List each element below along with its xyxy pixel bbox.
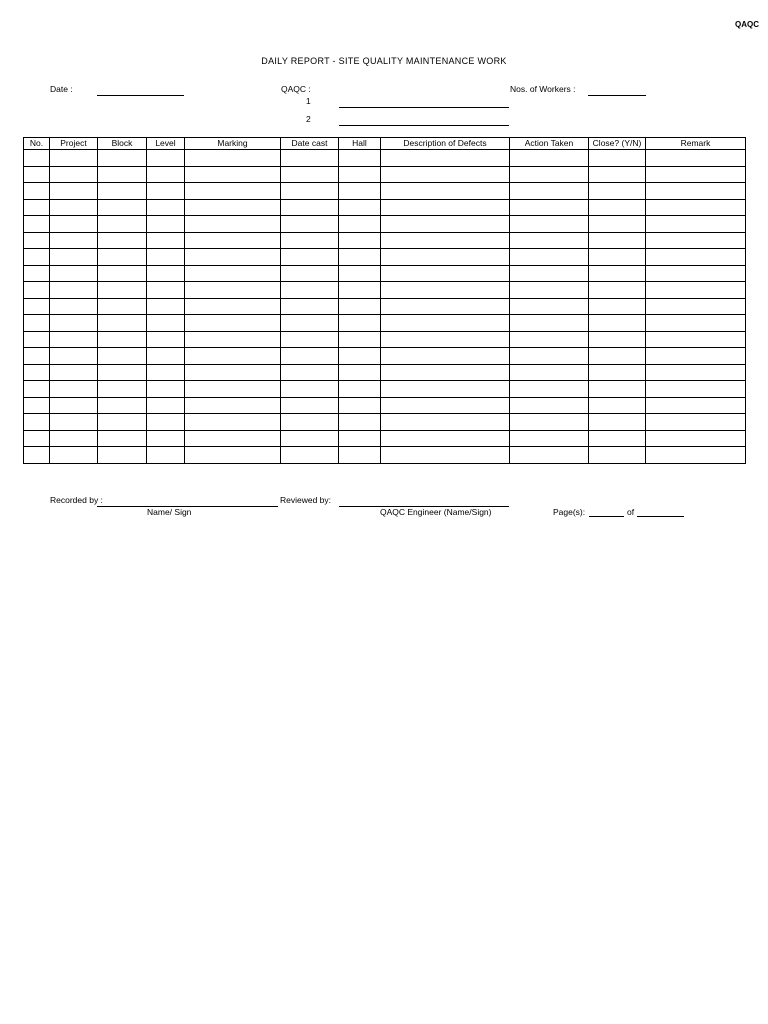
table-cell[interactable] — [24, 150, 50, 167]
table-cell[interactable] — [185, 249, 281, 266]
table-cell[interactable] — [339, 364, 381, 381]
table-cell[interactable] — [185, 430, 281, 447]
table-cell[interactable] — [281, 414, 339, 431]
table-cell[interactable] — [50, 150, 98, 167]
table-cell[interactable] — [339, 166, 381, 183]
table-cell[interactable] — [589, 447, 646, 464]
table-cell[interactable] — [147, 150, 185, 167]
table-cell[interactable] — [381, 183, 510, 200]
table-cell[interactable] — [185, 397, 281, 414]
table-cell[interactable] — [339, 150, 381, 167]
table-cell[interactable] — [50, 199, 98, 216]
table-cell[interactable] — [281, 265, 339, 282]
table-cell[interactable] — [185, 232, 281, 249]
table-cell[interactable] — [381, 232, 510, 249]
table-cell[interactable] — [339, 315, 381, 332]
table-cell[interactable] — [510, 315, 589, 332]
table-cell[interactable] — [510, 249, 589, 266]
table-row — [24, 381, 746, 398]
table-cell[interactable] — [50, 381, 98, 398]
table-cell[interactable] — [185, 447, 281, 464]
table-cell[interactable] — [281, 381, 339, 398]
table-cell[interactable] — [98, 232, 147, 249]
recorded-by-label: Recorded by : — [50, 495, 103, 505]
table-cell[interactable] — [339, 430, 381, 447]
table-row — [24, 298, 746, 315]
table-cell[interactable] — [98, 199, 147, 216]
table-cell[interactable] — [589, 282, 646, 299]
table-cell[interactable] — [381, 331, 510, 348]
date-field[interactable] — [97, 95, 184, 96]
table-row — [24, 216, 746, 233]
table-cell[interactable] — [98, 282, 147, 299]
table-cell[interactable] — [50, 166, 98, 183]
qaqc-field-2[interactable] — [339, 125, 509, 126]
table-cell[interactable] — [24, 298, 50, 315]
table-cell[interactable] — [510, 331, 589, 348]
table-cell[interactable] — [646, 397, 746, 414]
table-cell[interactable] — [339, 232, 381, 249]
table-row — [24, 364, 746, 381]
table-cell[interactable] — [281, 249, 339, 266]
table-cell[interactable] — [185, 315, 281, 332]
table-cell[interactable] — [589, 150, 646, 167]
table-cell[interactable] — [50, 183, 98, 200]
table-cell[interactable] — [50, 265, 98, 282]
column-header: Action Taken — [510, 138, 589, 150]
column-header: Level — [147, 138, 185, 150]
table-cell[interactable] — [185, 414, 281, 431]
table-cell[interactable] — [510, 397, 589, 414]
defects-table — [23, 137, 746, 464]
table-cell[interactable] — [281, 315, 339, 332]
table-cell[interactable] — [589, 381, 646, 398]
table-cell[interactable] — [381, 166, 510, 183]
table-cell[interactable] — [589, 216, 646, 233]
table-cell[interactable] — [589, 249, 646, 266]
table-cell[interactable] — [147, 331, 185, 348]
table-cell[interactable] — [646, 414, 746, 431]
table-cell[interactable] — [589, 166, 646, 183]
reviewed-by-label: Reviewed by: — [280, 495, 332, 505]
table-row — [24, 150, 746, 167]
table-cell[interactable] — [185, 298, 281, 315]
table-cell[interactable] — [147, 216, 185, 233]
table-cell[interactable] — [646, 331, 746, 348]
table-cell[interactable] — [589, 265, 646, 282]
table-cell[interactable] — [510, 199, 589, 216]
table-cell[interactable] — [339, 298, 381, 315]
table-cell[interactable] — [98, 348, 147, 365]
table-cell[interactable] — [185, 381, 281, 398]
table-cell[interactable] — [646, 381, 746, 398]
table-row — [24, 232, 746, 249]
table-cell[interactable] — [281, 298, 339, 315]
table-cell[interactable] — [339, 348, 381, 365]
table-cell[interactable] — [339, 414, 381, 431]
table-cell[interactable] — [98, 331, 147, 348]
reviewed-by-caption: QAQC Engineer (Name/Sign) — [380, 507, 492, 517]
table-cell[interactable] — [381, 199, 510, 216]
table-cell[interactable] — [185, 364, 281, 381]
table-cell[interactable] — [147, 430, 185, 447]
table-cell[interactable] — [339, 249, 381, 266]
table-cell[interactable] — [510, 282, 589, 299]
table-cell[interactable] — [281, 216, 339, 233]
table-cell[interactable] — [281, 331, 339, 348]
table-cell[interactable] — [646, 265, 746, 282]
table-cell[interactable] — [147, 381, 185, 398]
table-cell[interactable] — [24, 348, 50, 365]
table-cell[interactable] — [147, 265, 185, 282]
table-cell[interactable] — [646, 315, 746, 332]
table-cell[interactable] — [510, 348, 589, 365]
table-cell[interactable] — [381, 364, 510, 381]
table-cell[interactable] — [24, 414, 50, 431]
table-cell[interactable] — [510, 166, 589, 183]
table-header-row — [24, 138, 746, 150]
table-cell[interactable] — [589, 414, 646, 431]
table-cell[interactable] — [381, 282, 510, 299]
table-cell[interactable] — [50, 216, 98, 233]
table-cell[interactable] — [339, 397, 381, 414]
table-cell[interactable] — [185, 183, 281, 200]
table-cell[interactable] — [381, 397, 510, 414]
table-cell[interactable] — [147, 447, 185, 464]
table-cell[interactable] — [185, 216, 281, 233]
table-cell[interactable] — [98, 447, 147, 464]
table-row — [24, 265, 746, 282]
table-cell[interactable] — [50, 364, 98, 381]
table-cell[interactable] — [24, 397, 50, 414]
table-cell[interactable] — [50, 414, 98, 431]
table-cell[interactable] — [339, 381, 381, 398]
table-cell[interactable] — [510, 232, 589, 249]
column-header: Close? (Y/N) — [589, 138, 646, 150]
table-cell[interactable] — [339, 216, 381, 233]
table-cell[interactable] — [147, 166, 185, 183]
table-cell[interactable] — [339, 282, 381, 299]
table-cell[interactable] — [510, 364, 589, 381]
table-cell[interactable] — [147, 232, 185, 249]
table-cell[interactable] — [98, 150, 147, 167]
table-cell[interactable] — [281, 348, 339, 365]
table-cell[interactable] — [98, 183, 147, 200]
table-cell[interactable] — [281, 166, 339, 183]
corner-label: QAQC — [735, 20, 759, 29]
recorded-by-caption: Name/ Sign — [147, 507, 192, 517]
pages-of-label: of — [627, 507, 635, 517]
table-cell[interactable] — [381, 150, 510, 167]
table-cell[interactable] — [24, 447, 50, 464]
page-number-field[interactable] — [589, 516, 624, 517]
table-cell[interactable] — [50, 298, 98, 315]
table-cell[interactable] — [98, 216, 147, 233]
table-cell[interactable] — [24, 199, 50, 216]
qaqc-line-2-label: 2 — [306, 114, 311, 124]
table-cell[interactable] — [24, 430, 50, 447]
table-cell[interactable] — [281, 397, 339, 414]
table-cell[interactable] — [589, 364, 646, 381]
table-cell[interactable] — [147, 414, 185, 431]
table-cell[interactable] — [646, 150, 746, 167]
column-header: Hall — [339, 138, 381, 150]
table-cell[interactable] — [381, 381, 510, 398]
table-cell[interactable] — [646, 216, 746, 233]
table-row — [24, 282, 746, 299]
table-cell[interactable] — [24, 183, 50, 200]
table-cell[interactable] — [339, 331, 381, 348]
table-cell[interactable] — [24, 265, 50, 282]
table-cell[interactable] — [147, 298, 185, 315]
column-header: Block — [98, 138, 147, 150]
table-cell[interactable] — [147, 183, 185, 200]
table-cell[interactable] — [24, 166, 50, 183]
table-row — [24, 331, 746, 348]
column-header: Project — [50, 138, 98, 150]
table-row — [24, 315, 746, 332]
table-cell[interactable] — [24, 381, 50, 398]
table-cell[interactable] — [589, 298, 646, 315]
table-cell[interactable] — [24, 282, 50, 299]
table-cell[interactable] — [147, 397, 185, 414]
table-cell[interactable] — [98, 430, 147, 447]
table-cell[interactable] — [50, 331, 98, 348]
table-cell[interactable] — [185, 150, 281, 167]
table-cell[interactable] — [589, 183, 646, 200]
table-cell[interactable] — [50, 447, 98, 464]
table-cell[interactable] — [589, 430, 646, 447]
table-cell[interactable] — [381, 315, 510, 332]
table-cell[interactable] — [381, 348, 510, 365]
table-cell[interactable] — [339, 265, 381, 282]
table-cell[interactable] — [339, 183, 381, 200]
table-cell[interactable] — [510, 265, 589, 282]
column-header: Remark — [646, 138, 746, 150]
table-cell[interactable] — [147, 249, 185, 266]
table-cell[interactable] — [381, 249, 510, 266]
table-row — [24, 183, 746, 200]
table-cell[interactable] — [50, 282, 98, 299]
table-cell[interactable] — [185, 166, 281, 183]
table-cell[interactable] — [510, 447, 589, 464]
table-cell[interactable] — [646, 348, 746, 365]
column-header: Date cast — [281, 138, 339, 150]
table-cell[interactable] — [589, 315, 646, 332]
table-row — [24, 166, 746, 183]
table-cell[interactable] — [510, 298, 589, 315]
table-row — [24, 348, 746, 365]
table-cell[interactable] — [98, 166, 147, 183]
table-cell[interactable] — [646, 298, 746, 315]
table-cell[interactable] — [185, 199, 281, 216]
table-cell[interactable] — [24, 232, 50, 249]
table-row — [24, 199, 746, 216]
table-cell[interactable] — [147, 315, 185, 332]
table-cell[interactable] — [24, 249, 50, 266]
table-cell[interactable] — [589, 232, 646, 249]
table-cell[interactable] — [646, 282, 746, 299]
table-cell[interactable] — [381, 447, 510, 464]
table-cell[interactable] — [50, 430, 98, 447]
table-cell[interactable] — [98, 315, 147, 332]
table-cell[interactable] — [589, 199, 646, 216]
page-total-field[interactable] — [637, 516, 684, 517]
table-cell[interactable] — [281, 183, 339, 200]
page-title: DAILY REPORT - SITE QUALITY MAINTENANCE WORK — [261, 56, 507, 66]
table-cell[interactable] — [510, 216, 589, 233]
table-row — [24, 397, 746, 414]
table-cell[interactable] — [147, 199, 185, 216]
table-cell[interactable] — [185, 331, 281, 348]
table-cell[interactable] — [98, 397, 147, 414]
table-row — [24, 430, 746, 447]
table-cell[interactable] — [185, 282, 281, 299]
table-cell[interactable] — [147, 348, 185, 365]
qaqc-label: QAQC : — [281, 84, 311, 94]
table-cell[interactable] — [381, 216, 510, 233]
table-cell[interactable] — [646, 232, 746, 249]
pages-label: Page(s): — [553, 507, 586, 517]
table-cell[interactable] — [646, 199, 746, 216]
table-cell[interactable] — [646, 364, 746, 381]
table-cell[interactable] — [281, 199, 339, 216]
workers-field[interactable] — [588, 95, 646, 96]
table-cell[interactable] — [646, 249, 746, 266]
workers-label: Nos. of Workers : — [510, 84, 576, 94]
table-cell[interactable] — [381, 414, 510, 431]
table-cell[interactable] — [50, 315, 98, 332]
qaqc-line-1-label: 1 — [306, 96, 311, 106]
table-cell[interactable] — [98, 298, 147, 315]
table-cell[interactable] — [185, 265, 281, 282]
table-cell[interactable] — [646, 430, 746, 447]
table-cell[interactable] — [281, 232, 339, 249]
table-cell[interactable] — [510, 150, 589, 167]
qaqc-field-1[interactable] — [339, 107, 509, 108]
table-cell[interactable] — [281, 430, 339, 447]
table-cell[interactable] — [381, 430, 510, 447]
table-cell[interactable] — [281, 150, 339, 167]
table-cell[interactable] — [24, 315, 50, 332]
table-cell[interactable] — [589, 331, 646, 348]
table-cell[interactable] — [50, 249, 98, 266]
table-cell[interactable] — [281, 364, 339, 381]
table-cell[interactable] — [510, 381, 589, 398]
table-row — [24, 447, 746, 464]
table-cell[interactable] — [98, 364, 147, 381]
table-cell[interactable] — [50, 397, 98, 414]
table-row — [24, 414, 746, 431]
table-cell[interactable] — [646, 447, 746, 464]
table-cell[interactable] — [147, 364, 185, 381]
table-cell[interactable] — [381, 298, 510, 315]
date-label: Date : — [50, 84, 73, 94]
table-body — [24, 150, 746, 464]
table-cell[interactable] — [381, 265, 510, 282]
column-header: Description of Defects — [381, 138, 510, 150]
table-cell[interactable] — [339, 199, 381, 216]
table-cell[interactable] — [147, 282, 185, 299]
table-cell[interactable] — [24, 331, 50, 348]
table-cell[interactable] — [185, 348, 281, 365]
table-cell[interactable] — [98, 265, 147, 282]
table-cell[interactable] — [589, 348, 646, 365]
table-cell[interactable] — [24, 364, 50, 381]
table-cell[interactable] — [510, 414, 589, 431]
table-row — [24, 249, 746, 266]
table-cell[interactable] — [510, 430, 589, 447]
table-cell[interactable] — [281, 282, 339, 299]
table-cell[interactable] — [98, 249, 147, 266]
table-cell[interactable] — [510, 183, 589, 200]
table-cell[interactable] — [589, 397, 646, 414]
table-cell[interactable] — [50, 232, 98, 249]
table-cell[interactable] — [50, 348, 98, 365]
column-header: Marking — [185, 138, 281, 150]
table-cell[interactable] — [281, 447, 339, 464]
table-cell[interactable] — [24, 216, 50, 233]
table-cell[interactable] — [339, 447, 381, 464]
table-cell[interactable] — [646, 183, 746, 200]
table-cell[interactable] — [98, 381, 147, 398]
table-cell[interactable] — [98, 414, 147, 431]
table-cell[interactable] — [646, 166, 746, 183]
column-header: No. — [24, 138, 50, 150]
